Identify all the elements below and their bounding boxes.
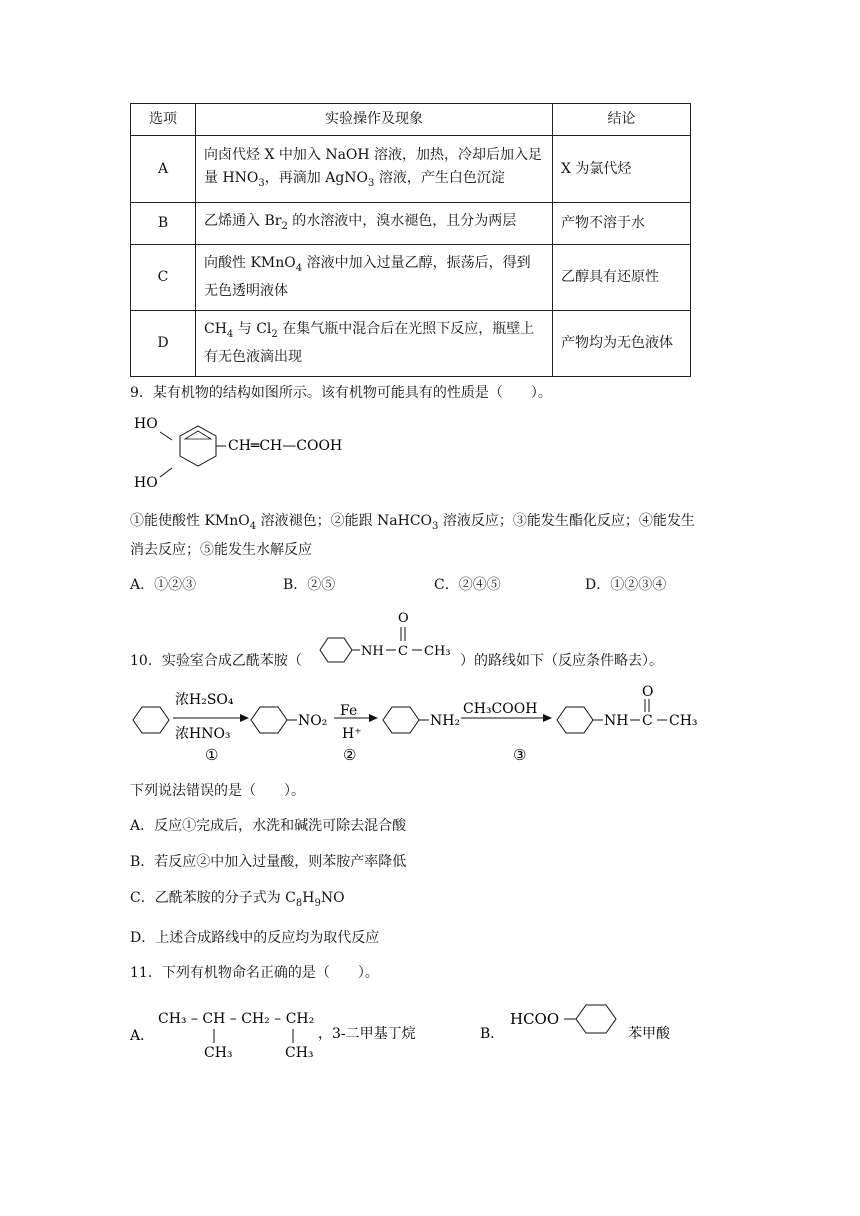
q9-ho-top: HO xyxy=(134,416,158,432)
svg-text:C: C xyxy=(642,713,653,729)
row-operation: 向卤代烃 X 中加入 NaOH 溶液，加热，冷却后加入足量 $HNO_3$，再滴加 AgNO$_3$ 溶液，产生白色沉淀 xyxy=(196,136,553,203)
row-option: C xyxy=(131,245,196,311)
header-option: 选项 xyxy=(131,104,196,136)
svg-text:CH₃ – CH – CH₂ – CH₂: CH₃ – CH – CH₂ – CH₂ xyxy=(158,1011,315,1027)
svg-text:NH: NH xyxy=(361,644,384,659)
table-row xyxy=(131,203,691,245)
svg-text:NO₂: NO₂ xyxy=(298,713,328,729)
experiment-table xyxy=(130,103,691,377)
header-operation: 实验操作及现象 xyxy=(196,104,553,136)
q11-stem: 11．下列有机物命名正确的是（ ）。 xyxy=(130,965,379,981)
svg-text:浓H₂SO₄: 浓H₂SO₄ xyxy=(175,692,234,708)
svg-text:B．: B． xyxy=(480,1026,505,1042)
svg-text:CH₃: CH₃ xyxy=(424,644,451,659)
q9-option-d: D．①②③④ xyxy=(585,577,667,593)
table-row xyxy=(131,245,691,311)
q11-option-b xyxy=(478,1000,698,1050)
svg-text:CH₃: CH₃ xyxy=(204,1045,233,1061)
svg-text:②: ② xyxy=(343,746,357,764)
table-row xyxy=(131,311,691,377)
table-header-row xyxy=(131,104,691,136)
svg-text:H⁺: H⁺ xyxy=(342,726,362,742)
q9-stem: 9．某有机物的结构如图所示。该有机物可能具有的性质是（ ）。 xyxy=(130,385,552,401)
row-option: B xyxy=(131,203,196,245)
q9-properties-line1: ①能使酸性 KMnO$_4$ 溶液褪色；②能跟 NaHCO$_3$ 溶液反应；③能发生酯化反应；④能发生 xyxy=(130,513,695,532)
svg-text:CH₃: CH₃ xyxy=(285,1045,314,1061)
header-conclusion: 结论 xyxy=(553,104,691,136)
svg-text:①: ① xyxy=(205,746,219,764)
row-conclusion: 乙醇具有还原性 xyxy=(553,245,691,311)
q9-chain: CH═CH—COOH xyxy=(228,438,343,454)
row-conclusion: 产物均为无色液体 xyxy=(553,311,691,377)
q9-structure xyxy=(130,410,370,495)
q9-ho-bottom: HO xyxy=(134,475,158,491)
q10-option-d: D．上述合成路线中的反应均为取代反应 xyxy=(130,930,380,946)
svg-text:NH: NH xyxy=(604,713,629,729)
q10-question: 下列说法错误的是（ ）。 xyxy=(130,783,305,799)
q9-option-c: C．②④⑤ xyxy=(434,577,501,593)
q10-stem-a: 10．实验室合成乙酰苯胺（ xyxy=(130,653,302,669)
row-operation: 乙烯通入 $Br_2$ 的水溶液中，溴水褪色，且分为两层 xyxy=(196,203,553,245)
row-operation: $CH_4$ 与 $Cl_2$ 在集气瓶中混合后在光照下反应，瓶壁上有无色液滴出现 xyxy=(196,311,553,377)
svg-text:HCOO: HCOO xyxy=(510,1010,560,1028)
svg-text:A．: A． xyxy=(130,1028,155,1044)
row-conclusion: 产物不溶于水 xyxy=(553,203,691,245)
row-operation: 向酸性 KMnO$_4$ 溶液中加入过量乙醇，振荡后，得到无色透明液体 xyxy=(196,245,553,311)
synthesis-route xyxy=(125,680,725,765)
svg-text:Fe: Fe xyxy=(340,703,358,719)
q9-properties-line2: 消去反应；⑤能发生水解反应 xyxy=(130,542,312,558)
row-conclusion: X 为氯代烃 xyxy=(553,136,691,203)
row-option: D xyxy=(131,311,196,377)
acetanilide-structure xyxy=(312,605,462,665)
svg-text:O: O xyxy=(642,684,654,700)
q9-option-a: A．①②③ xyxy=(130,577,197,593)
q9-option-b: B．②⑤ xyxy=(283,577,336,593)
q11-option-a xyxy=(128,1000,458,1065)
q10-option-a: A．反应①完成后，水洗和碱洗可除去混合酸 xyxy=(130,818,407,834)
svg-text:CH₃COOH: CH₃COOH xyxy=(463,701,538,717)
svg-text:CH₃: CH₃ xyxy=(669,713,698,729)
svg-text:浓HNO₃: 浓HNO₃ xyxy=(175,726,231,742)
svg-text:③: ③ xyxy=(513,746,527,764)
q10-option-b: B．若反应②中加入过量酸，则苯胺产率降低 xyxy=(130,854,407,870)
svg-text:苯甲酸: 苯甲酸 xyxy=(628,1026,670,1042)
table-row xyxy=(131,136,691,203)
row-option: A xyxy=(131,136,196,203)
svg-text:，3-二甲基丁烷: ，3-二甲基丁烷 xyxy=(318,1026,416,1042)
svg-text:NH₂: NH₂ xyxy=(430,713,461,729)
svg-text:C: C xyxy=(398,644,408,659)
q10-stem-b: ）的路线如下（反应条件略去）。 xyxy=(460,653,663,669)
svg-text:O: O xyxy=(398,611,409,626)
q10-option-c: C．乙酰苯胺的分子式为 $C_8H_9NO$ xyxy=(130,890,345,909)
